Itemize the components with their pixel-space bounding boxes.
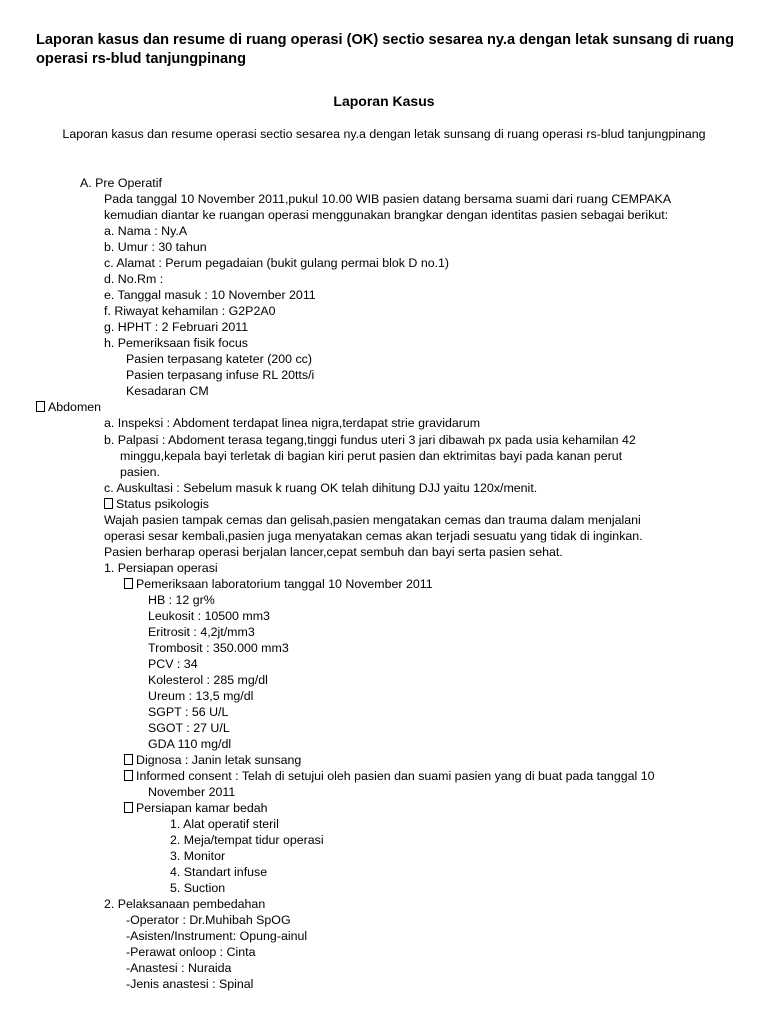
- intro-paragraph: Laporan kasus dan resume operasi sectio sesarea ny.a dengan letak sunsang di ruang operasi rs-blud tanjungpinang: [62, 127, 706, 141]
- abdomen-item-cont: pasien.: [120, 465, 160, 479]
- identity-item: b. Umur : 30 tahun: [104, 240, 207, 254]
- lab-item: SGOT : 27 U/L: [148, 721, 230, 735]
- kamar-item: 1. Alat operatif steril: [170, 817, 279, 831]
- dignosa-item: Dignosa : Janin letak sunsang: [124, 752, 301, 768]
- fisik-item: Kesadaran CM: [126, 384, 209, 398]
- kamar-item: 2. Meja/tempat tidur operasi: [170, 833, 324, 847]
- lab-item: Kolesterol : 285 mg/dl: [148, 673, 268, 687]
- abdomen-heading: Abdomen: [36, 399, 101, 415]
- pelaksanaan-item: -Asisten/Instrument: Opung-ainul: [126, 929, 308, 943]
- lab-item: PCV : 34: [148, 657, 198, 671]
- section-subheading: Laporan Kasus: [333, 93, 435, 109]
- lab-heading: Pemeriksaan laboratorium tanggal 10 November 2011: [124, 576, 433, 592]
- lab-item: Leukosit : 10500 mm3: [148, 609, 270, 623]
- identity-item: g. HPHT : 2 Februari 2011: [104, 320, 249, 334]
- lab-item: SGPT : 56 U/L: [148, 705, 229, 719]
- document-title: Laporan kasus dan resume di ruang operasi (OK) sectio sesarea ny.a dengan letak sunsang di ruang operasi rs-blud tanjungpinang: [36, 32, 735, 67]
- abdomen-item-cont: minggu,kepala bayi terletak di bagian kiri perut pasien dan ektrimitas bayi pada kanan perut: [120, 449, 623, 463]
- consent-item: Informed consent : Telah di setujui oleh pasien dan suami pasien yang di buat pada tanggal 10: [124, 768, 732, 784]
- psikologis-line: operasi sesar kembali,pasien juga menyatakan cemas akan terjadi sesuatu yang tidak di inginkan.: [104, 529, 643, 543]
- consent-item-cont: November 2011: [148, 785, 236, 799]
- identity-item: d. No.Rm :: [104, 272, 164, 286]
- kamar-item: 4. Standart infuse: [170, 865, 268, 879]
- identity-item: h. Pemeriksaan fisik focus: [104, 336, 248, 350]
- pelaksanaan-item: -Jenis anastesi : Spinal: [126, 977, 254, 991]
- pre-operatif-para-line: kemudian diantar ke ruangan operasi menggunakan brangkar dengan identitas pasien sebagai berikut:: [104, 208, 669, 222]
- psikologis-line: Pasien berharap operasi berjalan lancer,cepat sembuh dan bayi serta pasien sehat.: [104, 545, 563, 559]
- lab-item: Eritrosit : 4,2jt/mm3: [148, 625, 255, 639]
- identity-item: c. Alamat : Perum pegadaian (bukit gulang permai blok D no.1): [104, 256, 450, 270]
- pelaksanaan-item: -Operator : Dr.Muhibah SpOG: [126, 913, 291, 927]
- lab-item: Trombosit : 350.000 mm3: [148, 641, 289, 655]
- abdomen-item: a. Inspeksi : Abdoment terdapat linea nigra,terdapat strie gravidarum: [104, 416, 481, 430]
- kamar-heading: Persiapan kamar bedah: [124, 800, 268, 816]
- pelaksanaan-item: -Perawat onloop : Cinta: [126, 945, 256, 959]
- fisik-item: Pasien terpasang infuse RL 20tts/i: [126, 368, 315, 382]
- persiapan-heading: 1. Persiapan operasi: [104, 561, 218, 575]
- lab-item: HB : 12 gr%: [148, 593, 215, 607]
- abdomen-item: c. Auskultasi : Sebelum masuk k ruang OK telah dihitung DJJ yaitu 120x/menit.: [104, 481, 538, 495]
- psikologis-heading: Status psikologis: [104, 496, 209, 512]
- kamar-item: 3. Monitor: [170, 849, 226, 863]
- fisik-item: Pasien terpasang kateter (200 cc): [126, 352, 312, 366]
- pelaksanaan-heading: 2. Pelaksanaan pembedahan: [104, 897, 266, 911]
- pre-operatif-para-line: Pada tanggal 10 November 2011,pukul 10.00 WIB pasien datang bersama suami dari ruang CEMPAKA: [104, 192, 672, 206]
- identity-item: a. Nama : Ny.A: [104, 224, 188, 238]
- kamar-item: 5. Suction: [170, 881, 226, 895]
- lab-item: Ureum : 13,5 mg/dl: [148, 689, 254, 703]
- identity-item: f. Riwayat kehamilan : G2P2A0: [104, 304, 276, 318]
- identity-item: e. Tanggal masuk : 10 November 2011: [104, 288, 316, 302]
- pre-operatif-heading: A. Pre Operatif: [80, 176, 162, 190]
- pelaksanaan-item: -Anastesi : Nuraida: [126, 961, 232, 975]
- abdomen-item: b. Palpasi : Abdoment terasa tegang,tinggi fundus uteri 3 jari dibawah px pada usia kehamilan 42: [104, 433, 636, 447]
- psikologis-line: Wajah pasien tampak cemas dan gelisah,pasien mengatakan cemas dan trauma dalam menjalani: [104, 513, 641, 527]
- lab-item: GDA 110 mg/dl: [148, 737, 232, 751]
